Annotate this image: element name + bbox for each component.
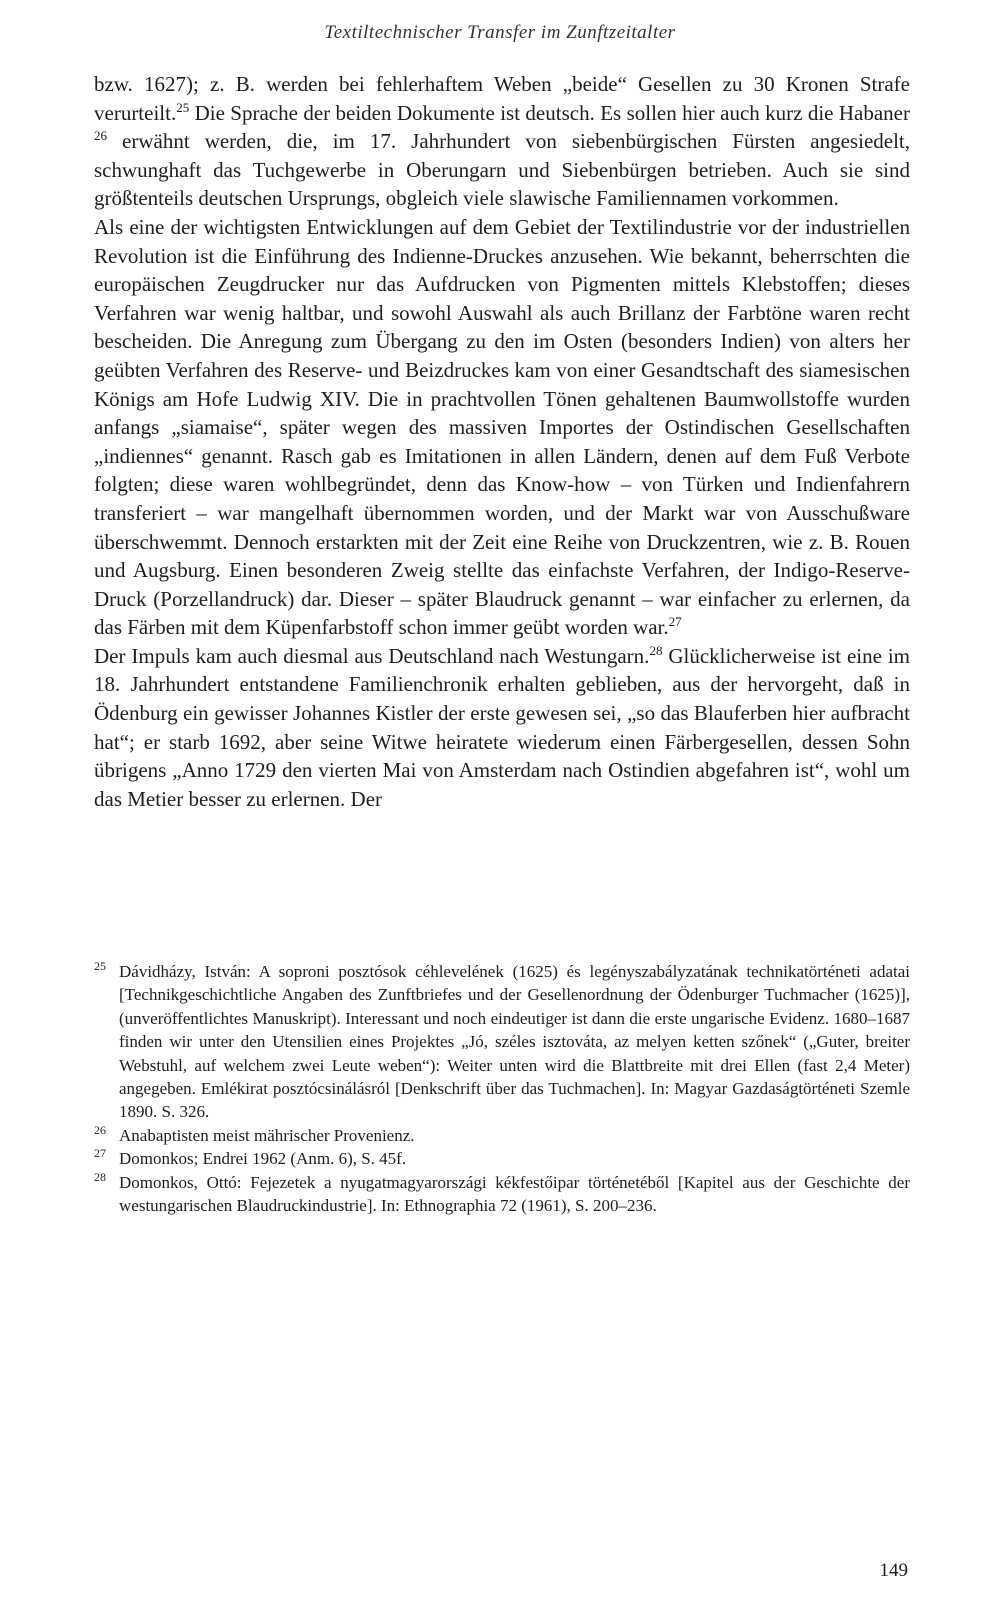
footnote-ref-25[interactable]: 25: [176, 99, 190, 115]
footnote-text: Domonkos; Endrei 1962 (Anm. 6), S. 45f.: [119, 1149, 407, 1169]
footnote-27: [94, 1147, 910, 1170]
paragraph-3-text-b: Glücklicherweise ist eine im 18. Jahrhundert entstandene Familienchronik erhalten geblieben, aus der hervorgeht, daß in Ödenburg ein gewisser Johannes Kistler der erste gewesen sei, „so das Blauferben hier aufbracht hat“; er starb 1692, aber seine Witwe heiratete wiederum einen Färbergesellen, dessen Sohn übrigens „Anno 1729 den vierten Mai von Amsterdam nach Ostindien abgefahren ist“, wohl um das Metier besser zu erlernen. Der: [94, 643, 910, 811]
footnote-26: [94, 1124, 910, 1147]
footnote-number: 28: [94, 1169, 106, 1184]
footnote-number: 27: [94, 1146, 106, 1161]
footnote-text: Anabaptisten meist mährischer Provenienz.: [119, 1125, 415, 1145]
paragraph-1-text-a: bzw. 1627); z. B. werden bei fehlerhaftem Weben „beide“ Gesellen zu 30 Kronen Strafe verurteilt.: [94, 72, 910, 125]
main-text: [94, 70, 910, 813]
paragraph-2: [94, 213, 910, 642]
footnote-25: [94, 960, 910, 1124]
footnote-28: [94, 1171, 910, 1218]
paragraph-3: [94, 642, 910, 814]
footnote-number: 26: [94, 1122, 106, 1137]
paragraph-3-text-a: Der Impuls kam auch diesmal aus Deutschland nach Westungarn.: [94, 643, 650, 668]
paragraph-1: [94, 70, 910, 213]
running-head: Textiltechnischer Transfer im Zunftzeitalter: [324, 22, 676, 43]
footnote-text: Domonkos, Ottó: Fejezetek a nyugatmagyarországi kékfestőipar történetéből [Kapitel aus der Geschichte der westungarischen Blaudruckindustrie]. In: Ethnographia 72 (1961), S. 200–236.: [119, 1172, 910, 1216]
footnote-ref-27[interactable]: 27: [668, 614, 682, 630]
paragraph-1-text-c: erwähnt werden, die, im 17. Jahrhundert von siebenbürgischen Fürsten angesiedelt, schwunghaft das Tuchgewerbe in Oberungarn und Siebenbürgen betrieben. Auch sie sind größtenteils deutschen Ursprungs, obgleich viele slawische Familiennamen vorkommen.: [94, 129, 910, 211]
footnote-ref-26[interactable]: 26: [94, 128, 108, 144]
footnote-text: Dávidházy, István: A soproni posztósok céhlevelének (1625) és legényszabályzatának technikatörténeti adatai [Technikgeschichtliche Angaben des Zunftbriefes und der Gesellenordnung der Ödenburger Tuchmacher (1625)], (unveröffentlichtes Manuskript). Interessant und noch eindeutiger ist dann die erste ungarische Evidenz. 1680–1687 finden wir unter den Utensilien eines Projektes „Jó, széles isztováta, az melyen ketten szőnek“ („Guter, breiter Webstuhl, auf welchem zwei Leute weben“): Weiter unten wird die Blattbreite mit drei Ellen (fast 2,4 Meter) angegeben. Emlékirat posztócsinálásról [Denkschrift über das Tuchmachen]. In: Magyar Gazdaságtörténeti Szemle 1890. S. 326.: [119, 962, 910, 1122]
footnotes: [94, 960, 910, 1217]
paragraph-1-text-b: Die Sprache der beiden Dokumente ist deutsch. Es sollen hier auch kurz die Habaner: [189, 100, 910, 125]
footnote-ref-28[interactable]: 28: [649, 643, 663, 659]
page-number: 149: [879, 1560, 908, 1581]
footnote-number: 25: [94, 959, 106, 973]
paragraph-2-text: Als eine der wichtigsten Entwicklungen auf dem Gebiet der Textilindustrie vor der industriellen Revolution ist die Einführung des Indienne-Druckes anzusehen. Wie bekannt, beherrschten die europäischen Zeugdrucker nur das Aufdrucken von Pigmenten mittels Klebstoffen; dieses Verfahren war wenig haltbar, und sowohl Auswahl als auch Brillanz der Farbtöne waren recht bescheiden. Die Anregung zum Übergang zu den im Osten (besonders Indien) von alters her geübten Verfahren des Reserve- und Beizdruckes kam von einer Gesandtschaft des siamesischen Königs am Hofe Ludwig XIV. Die in prachtvollen Tönen gehaltenen Baumwollstoffe wurden anfangs „siamaise“, später wegen des massiven Importes der Ostindischen Gesellschaften „indiennes“ genannt. Rasch gab es Imitationen in allen Ländern, denen auf dem Fuß Verbote folgten; diese waren wohlbegründet, denn das Know-how – von Türken und Indienfahrern transferiert – war mangelhaft übernommen worden, und der Markt war von Ausschußware überschwemmt. Dennoch erstarkten mit der Zeit eine Reihe von Druckzentren, wie z. B. Rouen und Augsburg. Einen besonderen Zweig stellte das einfachste Verfahren, der Indigo-Reserve-Druck (Porzellandruck) dar. Dieser – später Blaudruck genannt – war einfacher zu erlernen, da das Färben mit dem Küpenfarbstoff schon immer geübt worden war.: [94, 214, 910, 640]
